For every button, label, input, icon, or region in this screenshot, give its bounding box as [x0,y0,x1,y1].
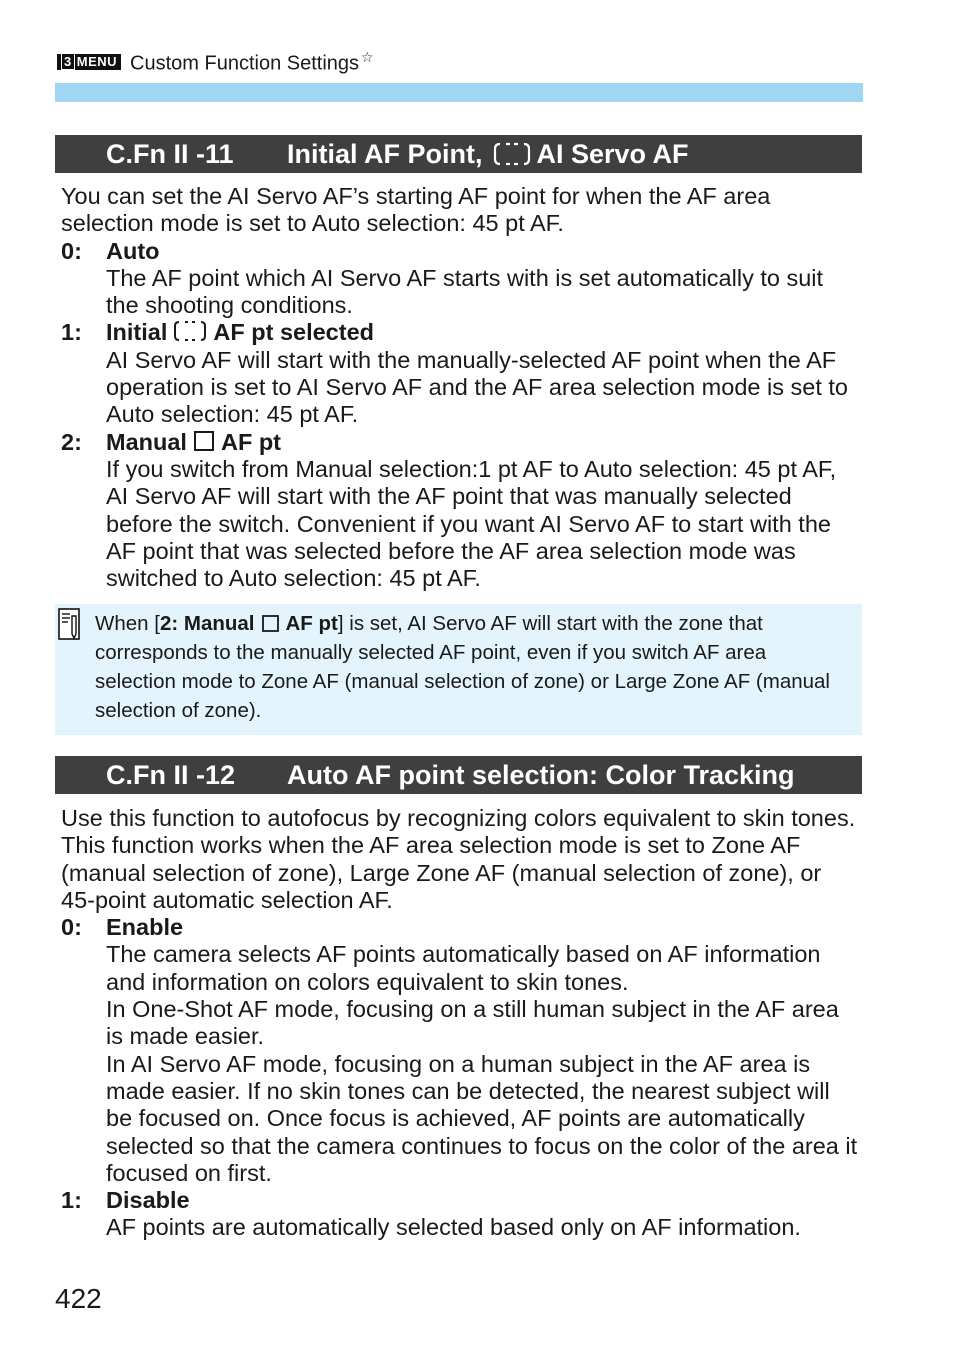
af-point-square-icon [261,614,280,633]
note-box [55,604,862,735]
section2-body [61,805,861,1242]
section-name: Auto AF point selection: Color Tracking [287,760,795,790]
af-point-square-icon [193,430,215,452]
option-description: AF points are automatically selected based only on AF information. [106,1214,801,1241]
option-enable: 0: Enable The camera selects AF points automatically based on AF information and information on colors equivalent to skin tones. In One-Shot AF mode, focusing on a still human subject in the AF area is made easier. In AI Servo AF mode, focusing on a human subject in the AF area is made easier. If no skin tones can be detected, the nearest subject will be focused on. Once focus is achieved, AF points are automatically selected so that the camera continues to focus on the color of the area it focused on first. [61,914,861,1187]
option-title: Enable [106,914,184,941]
section-code: C.Fn II -11 [106,139,234,169]
memo-pencil-icon [58,608,82,640]
option-disable: 1: Disable AF points are automatically selected based only on AF information. [61,1187,861,1242]
header-title: Custom Function Settings ☆ [130,48,374,75]
note-emphasis: 2: Manual AF pt [159,612,338,635]
af-area-frame-icon [173,320,207,342]
option-title: Disable [106,1187,190,1214]
menu-tab-icon: 3 MENU [57,54,121,70]
section1-intro: You can set the AI Servo AF’s starting AF point for when the AF area selection mode is set to Auto selection: 45 pt AF. [61,183,771,237]
option-initial-af-pt: 1: Initial AF pt selected AI Servo AF will start with the manually-selected AF point when the AF operation is set to AI Servo AF and the AF area selection mode is set to Auto selection: 45 pt AF. [61,319,861,428]
option-description: In AI Servo AF mode, focusing on a human subject in the AF area is made easier. If no skin tones can be detected, the nearest subject will be focused on. Once focus is achieved, AF points are automatically selected so that the camera continues to focus on the color of the area it focused on first. [106,1050,858,1186]
option-description: The AF point which AI Servo AF starts with is set automatically to suit the shooting conditions. [106,264,824,319]
section-code: C.Fn II -12 [106,760,236,790]
option-description: AI Servo AF will start with the manually-selected AF point when the AF operation is set to AI Servo AF and the AF area selection mode is set to Auto selection: 45 pt AF. [106,346,848,428]
option-title: Initial AF pt selected [106,319,374,346]
option-title: Manual AF pt [106,428,282,455]
option-description: In One-Shot AF mode, focusing on a still human subject in the AF area is made easier. [106,996,839,1050]
note-text: When [2: Manual AF pt] is set, AI Servo AF will start with the zone that corresponds to the manually selected AF point, even if you switch AF area selection mode to Zone AF (manual selection of zone) or Large Zone AF (manual selection of zone). [95,612,830,722]
header-accent-bar [55,83,863,102]
option-description: If you switch from Manual selection:1 pt AF to Auto selection: 45 pt AF, AI Servo AF will start with the AF point that was manually selected before the switch. Convenient if you want AI Servo AF to start with the AF point that was selected before the AF area selection mode was switched to Auto selection: 45 pt AF. [106,455,837,592]
star-icon: ☆ [361,48,374,65]
section-heading-cfn-ii-12 [55,756,862,794]
option-description: The camera selects AF points automatically based on AF information and information on colors equivalent to skin tones. [106,941,821,995]
option-manual-af-pt: 2: Manual AF pt If you switch from Manual selection:1 pt AF to Auto selection: 45 pt AF, AI Servo AF will start with the AF point that was manually selected before the switch. Convenient if you want AI Servo AF to start with the AF point that was selected before the AF area selection mode was switched to Auto selection: 45 pt AF. [61,429,861,593]
page-number: 422 [55,1283,102,1314]
section-heading-cfn-ii-11 [55,135,862,173]
section2-intro: Use this function to autofocus by recognizing colors equivalent to skin tones. This function works when the AF area selection mode is set to Zone AF (manual selection of zone), Large Zone AF (manual selection of zone), or 45-point automatic selection AF. [61,805,856,913]
page-header [57,48,374,76]
option-auto: 0: Auto The AF point which AI Servo AF starts with is set automatically to suit the shooting conditions. [61,238,861,320]
section-name: Initial AF Point, AI Servo AF [287,139,689,169]
section1-body [61,183,861,592]
af-area-frame-icon [493,142,531,166]
option-title: Auto [106,237,160,264]
